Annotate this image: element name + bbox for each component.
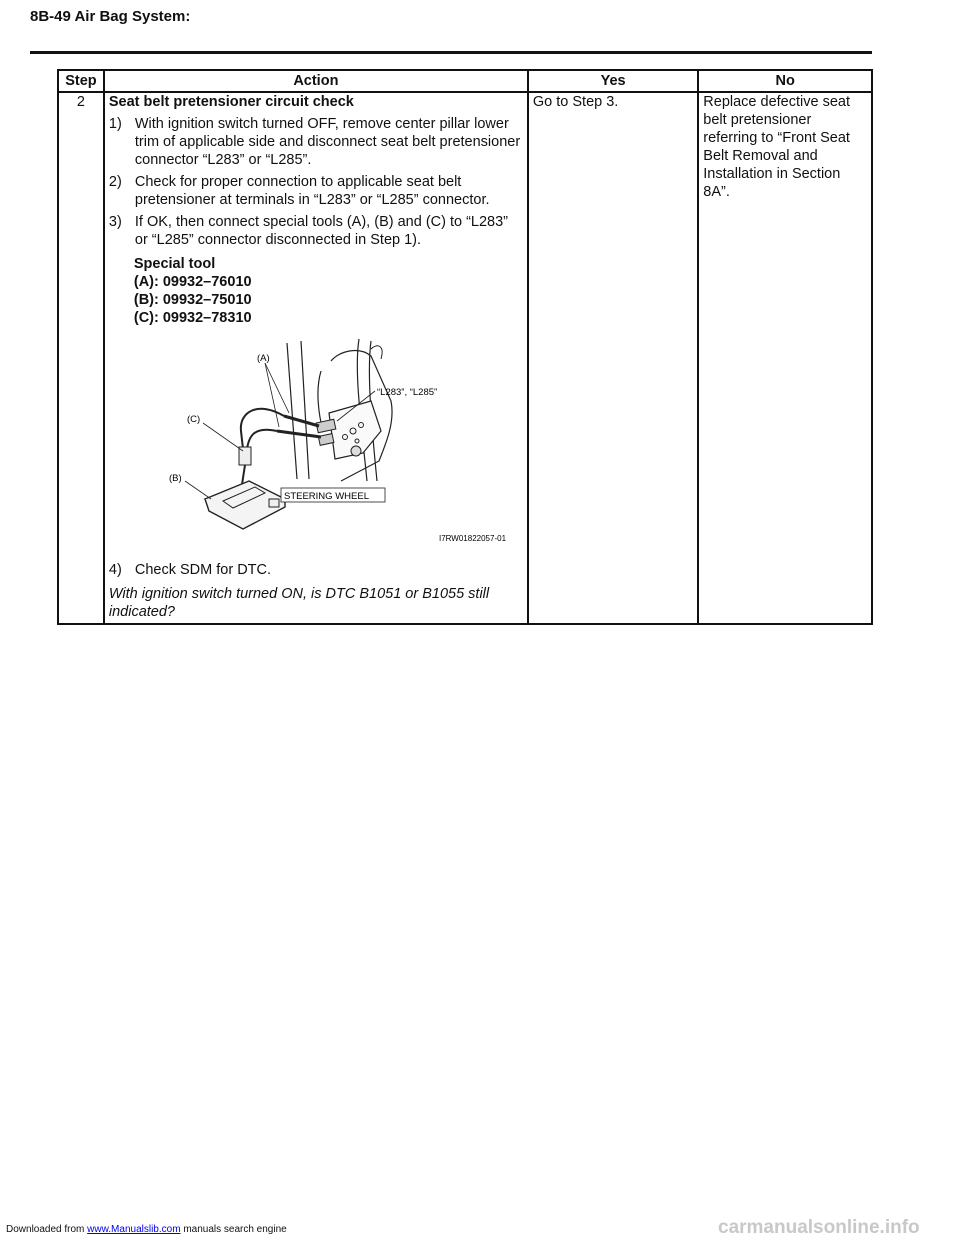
special-tool-a: (A): 09932–76010 [133, 274, 252, 290]
action-step [109, 173, 523, 209]
action-step-text: Check SDM for DTC. [134, 562, 272, 578]
procedure-table [57, 69, 873, 625]
label-connector: “L283”, “L285” [376, 387, 438, 398]
page-header: 8B-49 Air Bag System: [30, 8, 191, 25]
table-row [58, 92, 872, 624]
special-tool-c: (C): 09932–78310 [133, 310, 252, 326]
header-rule [30, 51, 872, 54]
action-step-text: With ignition switch turned OFF, remove center pillar lower trim of applicable side and disconnect seat belt pretensioner connector “L283” or “L285”. [134, 116, 521, 168]
no-cell: Replace defective seat belt pretensioner referring to “Front Seat Belt Removal and Installation in Section 8A”. [698, 92, 872, 624]
table-header-row [58, 70, 872, 92]
label-steering-wheel: STEERING WHEEL [283, 491, 369, 502]
page-footer [6, 1224, 287, 1235]
footer-prefix: Downloaded from [6, 1224, 85, 1235]
action-step-number: 2) [108, 174, 122, 190]
label-b: (B) [168, 473, 182, 484]
label-a: (A) [256, 353, 270, 364]
yes-cell: Go to Step 3. [528, 92, 698, 624]
action-step [109, 115, 523, 169]
action-step-4 [109, 561, 523, 579]
action-step-text: Check for proper connection to applicable seat belt pretensioner at terminals in “L283” or “L285” connector. [134, 174, 490, 208]
footer-suffix: manuals search engine [183, 1224, 287, 1235]
special-tool-block [134, 255, 523, 327]
figure-code: I7RW01822057-01 [438, 534, 506, 543]
action-step [109, 213, 523, 249]
label-c: (C) [186, 414, 201, 425]
header-step: Step [58, 70, 104, 92]
action-step-text: If OK, then connect special tools (A), (B) and (C) to “L283” or “L285” connector disconnected in Step 1). [134, 214, 509, 248]
action-title: Seat belt pretensioner circuit check [108, 94, 354, 110]
check-question: With ignition switch turned ON, is DTC B1051 or B1055 still indicated? [108, 586, 490, 620]
header-no: No [698, 70, 872, 92]
manualslib-link[interactable]: www.Manualslib.com [87, 1224, 181, 1235]
header-action: Action [104, 70, 528, 92]
watermark-text: carmanualsonline.info [718, 1217, 920, 1238]
action-step-number: 1) [108, 116, 122, 132]
action-step-number: 4) [108, 562, 122, 578]
special-tool-heading: Special tool [133, 256, 216, 272]
action-cell [104, 92, 528, 624]
special-tool-b: (B): 09932–75010 [133, 292, 252, 308]
action-step-number: 3) [108, 214, 122, 230]
step-number: 2 [58, 92, 104, 624]
connection-illustration [109, 331, 523, 561]
action-steps [109, 115, 523, 249]
header-yes: Yes [528, 70, 698, 92]
illustration-drawing [109, 331, 523, 561]
